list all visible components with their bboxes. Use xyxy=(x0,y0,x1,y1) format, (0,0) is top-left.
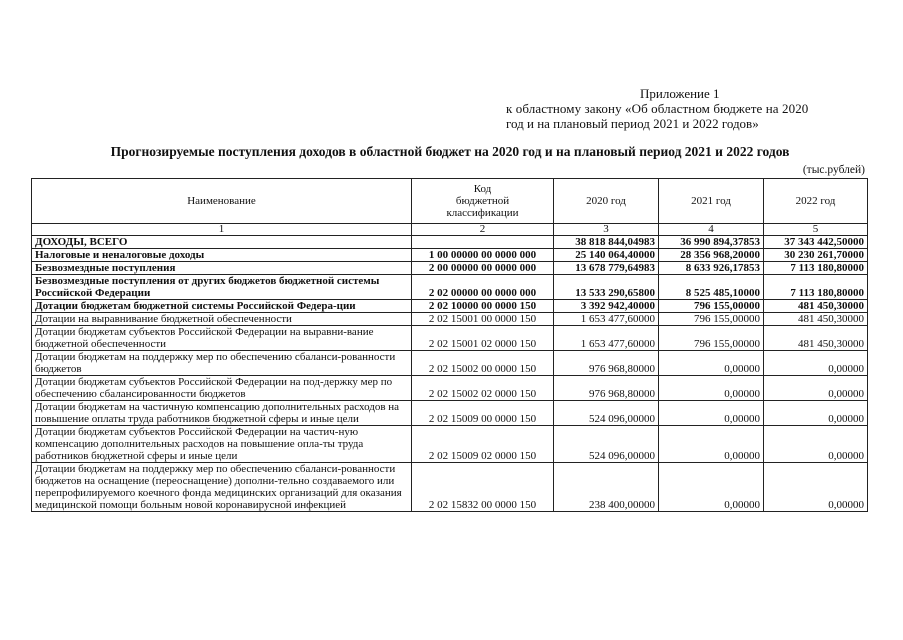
row-value-2022: 0,00000 xyxy=(764,463,868,512)
row-value-2020: 524 096,00000 xyxy=(554,426,659,463)
row-code-cell xyxy=(412,236,554,249)
row-name-cell: Дотации бюджетам субъектов Российской Федерации на под-держку мер по обеспечению сбалансированности бюджетов xyxy=(32,376,412,401)
table-row xyxy=(32,351,868,376)
row-value-2021: 0,00000 xyxy=(659,376,764,401)
row-value-2020: 25 140 064,40000 xyxy=(554,249,659,262)
row-value-2022: 0,00000 xyxy=(764,426,868,463)
revenue-table xyxy=(31,178,868,512)
page-title: Прогнозируемые поступления доходов в областной бюджет на 2020 год и на плановый период 2021 и 2022 годов xyxy=(110,144,790,159)
row-value-2021: 0,00000 xyxy=(659,351,764,376)
row-name-cell: Налоговые и неналоговые доходы xyxy=(32,249,412,262)
header-code-line-3: классификации xyxy=(446,207,519,219)
row-name-cell: ДОХОДЫ, ВСЕГО xyxy=(32,236,412,249)
row-value-2020: 1 653 477,60000 xyxy=(554,326,659,351)
table-header-row xyxy=(32,179,868,224)
column-number: 5 xyxy=(764,224,868,236)
row-code-cell: 2 02 15002 00 0000 150 xyxy=(412,351,554,376)
row-name-cell: Дотации бюджетам на поддержку мер по обеспечению сбаланси-рованности бюджетов xyxy=(32,351,412,376)
row-value-2020: 524 096,00000 xyxy=(554,401,659,426)
table-row xyxy=(32,249,868,262)
row-value-2021: 0,00000 xyxy=(659,426,764,463)
table-row xyxy=(32,426,868,463)
row-value-2021: 8 525 485,10000 xyxy=(659,275,764,300)
row-name-cell: Дотации бюджетам субъектов Российской Федерации на выравни-вание бюджетной обеспеченности xyxy=(32,326,412,351)
row-value-2022: 37 343 442,50000 xyxy=(764,236,868,249)
header-code-line-1: Код xyxy=(473,183,492,195)
row-value-2020: 1 653 477,60000 xyxy=(554,313,659,326)
header-2022: 2022 год xyxy=(764,179,868,224)
row-code-cell: 2 02 15001 00 0000 150 xyxy=(412,313,554,326)
table-row xyxy=(32,326,868,351)
table-row xyxy=(32,275,868,300)
row-value-2021: 796 155,00000 xyxy=(659,300,764,313)
row-value-2020: 3 392 942,40000 xyxy=(554,300,659,313)
row-value-2020: 238 400,00000 xyxy=(554,463,659,512)
column-number: 4 xyxy=(659,224,764,236)
row-value-2022: 0,00000 xyxy=(764,351,868,376)
row-name-cell: Дотации бюджетам на частичную компенсацию дополнительных расходов на повышение оплаты труда работников бюджетной сферы и иные цели xyxy=(32,401,412,426)
row-code-cell: 2 02 10000 00 0000 150 xyxy=(412,300,554,313)
row-value-2022: 0,00000 xyxy=(764,376,868,401)
row-code-cell: 2 02 00000 00 0000 000 xyxy=(412,275,554,300)
row-name-cell: Безвозмездные поступления xyxy=(32,262,412,275)
column-number: 1 xyxy=(32,224,412,236)
table-row xyxy=(32,313,868,326)
column-number-row xyxy=(32,224,868,236)
units-label: (тыс.рублей) xyxy=(802,164,865,176)
appendix-line-3: год и на плановый период 2021 и 2022 годов» xyxy=(506,116,759,131)
appendix-line-2: к областному закону «Об областном бюджете на 2020 xyxy=(506,101,809,116)
row-code-cell: 2 02 15009 00 0000 150 xyxy=(412,401,554,426)
column-number: 3 xyxy=(554,224,659,236)
row-value-2022: 7 113 180,80000 xyxy=(764,275,868,300)
row-code-cell: 2 02 15009 02 0000 150 xyxy=(412,426,554,463)
row-name-cell: Безвозмездные поступления от других бюджетов бюджетной системы Российской Федерации xyxy=(32,275,412,300)
row-value-2022: 481 450,30000 xyxy=(764,313,868,326)
column-number: 2 xyxy=(412,224,554,236)
row-value-2021: 0,00000 xyxy=(659,401,764,426)
row-code-cell: 2 02 15001 02 0000 150 xyxy=(412,326,554,351)
row-value-2022: 7 113 180,80000 xyxy=(764,262,868,275)
row-value-2021: 796 155,00000 xyxy=(659,326,764,351)
row-code-cell: 2 02 15002 02 0000 150 xyxy=(412,376,554,401)
header-2020: 2020 год xyxy=(554,179,659,224)
row-value-2021: 8 633 926,17853 xyxy=(659,262,764,275)
header-code xyxy=(412,179,554,224)
table-row xyxy=(32,376,868,401)
appendix-block xyxy=(506,86,868,131)
table-row xyxy=(32,262,868,275)
row-value-2020: 13 533 290,65800 xyxy=(554,275,659,300)
row-value-2021: 0,00000 xyxy=(659,463,764,512)
header-name: Наименование xyxy=(32,179,412,224)
table-row xyxy=(32,300,868,313)
row-value-2020: 13 678 779,64983 xyxy=(554,262,659,275)
row-name-cell: Дотации бюджетам на поддержку мер по обеспечению сбаланси-рованности бюджетов на оснащение (переоснащение) дополни-тельно создаваемого или перепрофилируемого коечного фонда медицинских организаций для оказания медицинской помощи больным новой коронавирусной инфекцией xyxy=(32,463,412,512)
row-value-2020: 38 818 844,04983 xyxy=(554,236,659,249)
row-code-cell: 2 02 15832 00 0000 150 xyxy=(412,463,554,512)
row-value-2021: 36 990 894,37853 xyxy=(659,236,764,249)
header-code-line-2: бюджетной xyxy=(455,195,510,207)
table-row xyxy=(32,236,868,249)
appendix-line-1: Приложение 1 xyxy=(640,86,720,101)
header-2021: 2021 год xyxy=(659,179,764,224)
row-name-cell: Дотации бюджетам бюджетной системы Российской Федера-ции xyxy=(32,300,412,313)
row-name-cell: Дотации бюджетам субъектов Российской Федерации на частич-ную компенсацию дополнительных расходов на повышение опла-ты труда работников бюджетной сферы и иные цели xyxy=(32,426,412,463)
row-value-2020: 976 968,80000 xyxy=(554,351,659,376)
table-row xyxy=(32,463,868,512)
row-value-2021: 28 356 968,20000 xyxy=(659,249,764,262)
row-code-cell: 1 00 00000 00 0000 000 xyxy=(412,249,554,262)
row-code-cell: 2 00 00000 00 0000 000 xyxy=(412,262,554,275)
row-value-2022: 481 450,30000 xyxy=(764,326,868,351)
table-row xyxy=(32,401,868,426)
row-name-cell: Дотации на выравнивание бюджетной обеспеченности xyxy=(32,313,412,326)
row-value-2022: 481 450,30000 xyxy=(764,300,868,313)
row-value-2022: 0,00000 xyxy=(764,401,868,426)
row-value-2020: 976 968,80000 xyxy=(554,376,659,401)
row-value-2022: 30 230 261,70000 xyxy=(764,249,868,262)
row-value-2021: 796 155,00000 xyxy=(659,313,764,326)
